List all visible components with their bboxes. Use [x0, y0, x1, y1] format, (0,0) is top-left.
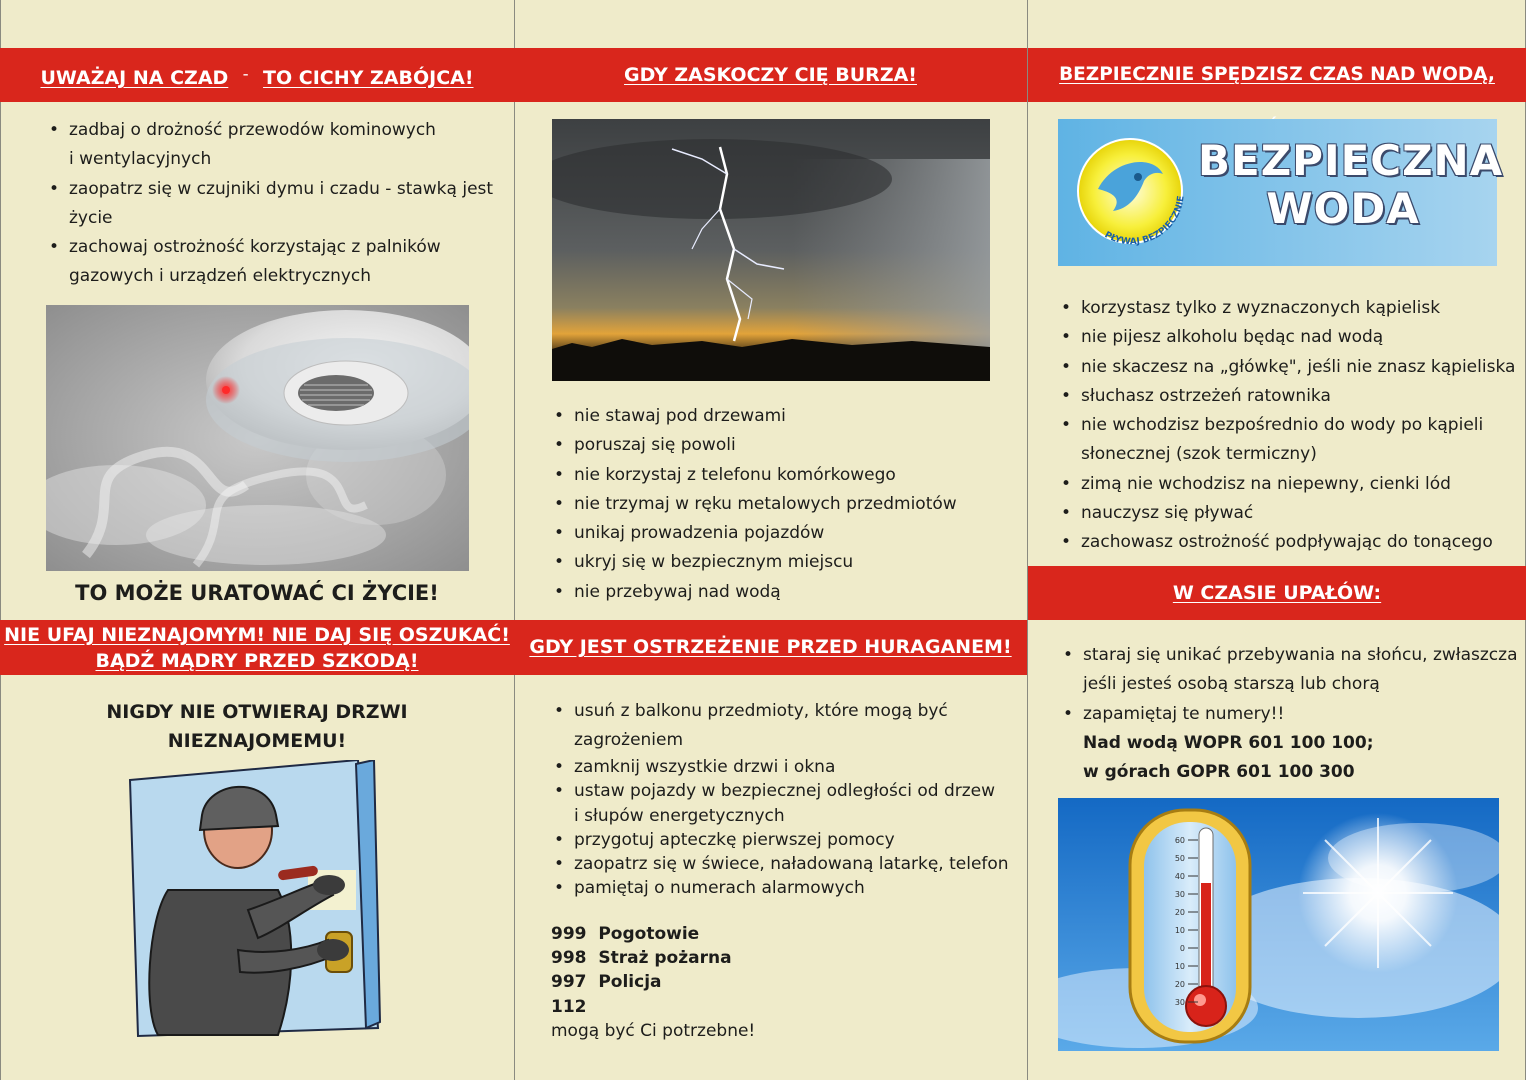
hurricane-header — [514, 620, 1027, 675]
co-header-part2: TO CICHY ZABÓJCA! — [263, 67, 474, 89]
hurricane-header-text: GDY JEST OSTRZEŻENIE PRZED HURAGANEM! — [529, 636, 1012, 658]
thermo-tick-label: 60 — [1174, 836, 1185, 845]
heat-header-text: W CZASIE UPAŁÓW: — [1172, 582, 1382, 604]
emergency-numbers — [551, 922, 755, 1043]
list-item-cont: jeśli jesteś osobą starszą lub chorą — [1083, 674, 1380, 695]
rescue-number: w górach GOPR 601 100 300 — [1083, 762, 1355, 783]
list-item-cont: życie — [69, 207, 113, 228]
numbers-note: mogą być Ci potrzebne! — [551, 1020, 756, 1041]
list-item: • nie skaczesz na „główkę", jeśli nie znasz kąpieliska — [1057, 353, 1522, 382]
door-warning — [0, 698, 514, 756]
list-item-cont: gazowych i urządzeń elektrycznych — [69, 266, 372, 287]
list-item-cont: i wentylacyjnych — [69, 149, 212, 170]
emergency-number-row: 998 Straż pożarna — [551, 948, 732, 969]
storm-panel — [514, 0, 1028, 1080]
list-item: • zaopatrz się w czujniki dymu i czadu - stawką jest — [45, 175, 505, 204]
co-header — [0, 48, 514, 102]
thermo-tick-label: 50 — [1174, 854, 1185, 863]
list-item: • zaopatrz się w świece, naładowaną latarkę, telefon — [550, 852, 1020, 876]
list-item: • ustaw pojazdy w bezpiecznej odległości od drzew — [550, 779, 1020, 803]
list-item: • nie trzymaj w ręku metalowych przedmiotów — [550, 490, 1020, 519]
thermo-tick-label: 0 — [1179, 944, 1185, 953]
list-item-cont: i słupów energetycznych — [574, 805, 785, 826]
co-tips-list — [45, 116, 505, 292]
storm-tips-list — [550, 402, 1020, 607]
list-item: • nie pijesz alkoholu będąc nad wodą — [1057, 323, 1522, 352]
logo-title-line1: BEZPIECZNA — [1198, 136, 1504, 185]
list-item: • usuń z balkonu przedmioty, które mogą być — [550, 697, 1020, 726]
list-item: • nie wchodzisz bezpośrednio do wody po kąpieli — [1057, 411, 1522, 440]
co-header-dash: – — [242, 68, 249, 81]
list-item: • przygotuj apteczkę pierwszej pomocy — [550, 828, 1020, 852]
safe-water-logo — [1058, 119, 1504, 266]
hurricane-tips-list — [550, 697, 1020, 901]
thermo-tick-label: 10 — [1174, 926, 1185, 935]
door-warning-line2: NIEZNAJOMEMU! — [167, 730, 347, 752]
storm-header-text: GDY ZASKOCZY CIĘ BURZA! — [624, 64, 917, 86]
thermometer-sky-image — [1058, 798, 1499, 1051]
door-warning-line1: NIGDY NIE OTWIERAJ DRZWI — [106, 701, 408, 723]
water-safety-panel — [1028, 0, 1526, 1080]
thermo-tick-label: 40 — [1174, 872, 1185, 881]
scam-banner-line2: BĄDŹ MĄDRY PRZED SZKODĄ! — [95, 650, 419, 672]
list-item: • ukryj się w bezpiecznym miejscu — [550, 548, 1020, 577]
emergency-number-row: 112 — [551, 996, 587, 1017]
list-item: • zachowasz ostrożność podpływając do tonącego — [1057, 528, 1522, 557]
list-item: • nie korzystaj z telefonu komórkowego — [550, 461, 1020, 490]
water-header-text: BEZPIECZNIE SPĘDZISZ CZAS NAD WODĄ, — [1059, 64, 1495, 85]
list-item: • nauczysz się pływać — [1057, 499, 1522, 528]
thermo-tick-label: 20 — [1174, 980, 1185, 989]
emergency-number-row: 999 Pogotowie — [551, 924, 700, 944]
list-item: • korzystasz tylko z wyznaczonych kąpielisk — [1057, 294, 1522, 323]
list-item: • staraj się unikać przebywania na słońcu, zwłaszcza — [1059, 641, 1524, 670]
heat-tips-list — [1059, 641, 1524, 787]
water-header — [1028, 48, 1526, 102]
list-item: • poruszaj się powoli — [550, 431, 1020, 460]
heat-header — [1028, 566, 1526, 620]
water-tips-list — [1057, 294, 1522, 558]
thermo-tick-label: 10 — [1174, 962, 1185, 971]
thermo-tick-label: 30 — [1174, 998, 1185, 1007]
list-item-cont: słonecznej (szok termiczny) — [1081, 444, 1317, 465]
scam-warning-banner — [0, 620, 514, 675]
list-item: • nie stawaj pod drzewami — [550, 402, 1020, 431]
lightning-storm-image — [552, 119, 990, 381]
carbon-monoxide-panel — [0, 0, 514, 1080]
logo-ring-text: PŁYWAJ BEZPIECZNIE — [1102, 195, 1187, 248]
list-item: • zachowaj ostrożność korzystając z palników — [45, 233, 505, 262]
list-item: • unikaj prowadzenia pojazdów — [550, 519, 1020, 548]
storm-header — [514, 48, 1027, 102]
co-header-part1: UWAŻAJ NA CZAD — [40, 67, 229, 89]
list-item-cont: zagrożeniem — [574, 730, 684, 750]
list-item: • nie przebywaj nad wodą — [550, 578, 1020, 607]
list-item: • pamiętaj o numerach alarmowych — [550, 876, 1020, 900]
list-item: • zapamiętaj te numery!! — [1059, 700, 1524, 729]
logo-title-line2: WODA — [1266, 184, 1420, 233]
list-item: • zimą nie wchodzisz na niepewny, cienki lód — [1057, 470, 1522, 499]
list-item: • słuchasz ostrzeżeń ratownika — [1057, 382, 1522, 411]
thermo-tick-label: 30 — [1174, 890, 1185, 899]
stranger-at-door-illustration — [128, 760, 388, 1040]
thermo-tick-label: 20 — [1174, 908, 1185, 917]
list-item: • zadbaj o drożność przewodów kominowych — [45, 116, 505, 145]
smoke-detector-image — [46, 305, 469, 571]
logo-title — [1198, 136, 1504, 233]
rescue-number: Nad wodą WOPR 601 100 100; — [1083, 732, 1374, 753]
emergency-number-row: 997 Policja — [551, 972, 662, 993]
save-life-heading: TO MOŻE URATOWAĆ CI ŻYCIE! — [75, 581, 439, 605]
scam-banner-line1: NIE UFAJ NIEZNAJOMYM! NIE DAJ SIĘ OSZUKAĆ! — [4, 624, 510, 646]
list-item: • zamknij wszystkie drzwi i okna — [550, 755, 1020, 779]
